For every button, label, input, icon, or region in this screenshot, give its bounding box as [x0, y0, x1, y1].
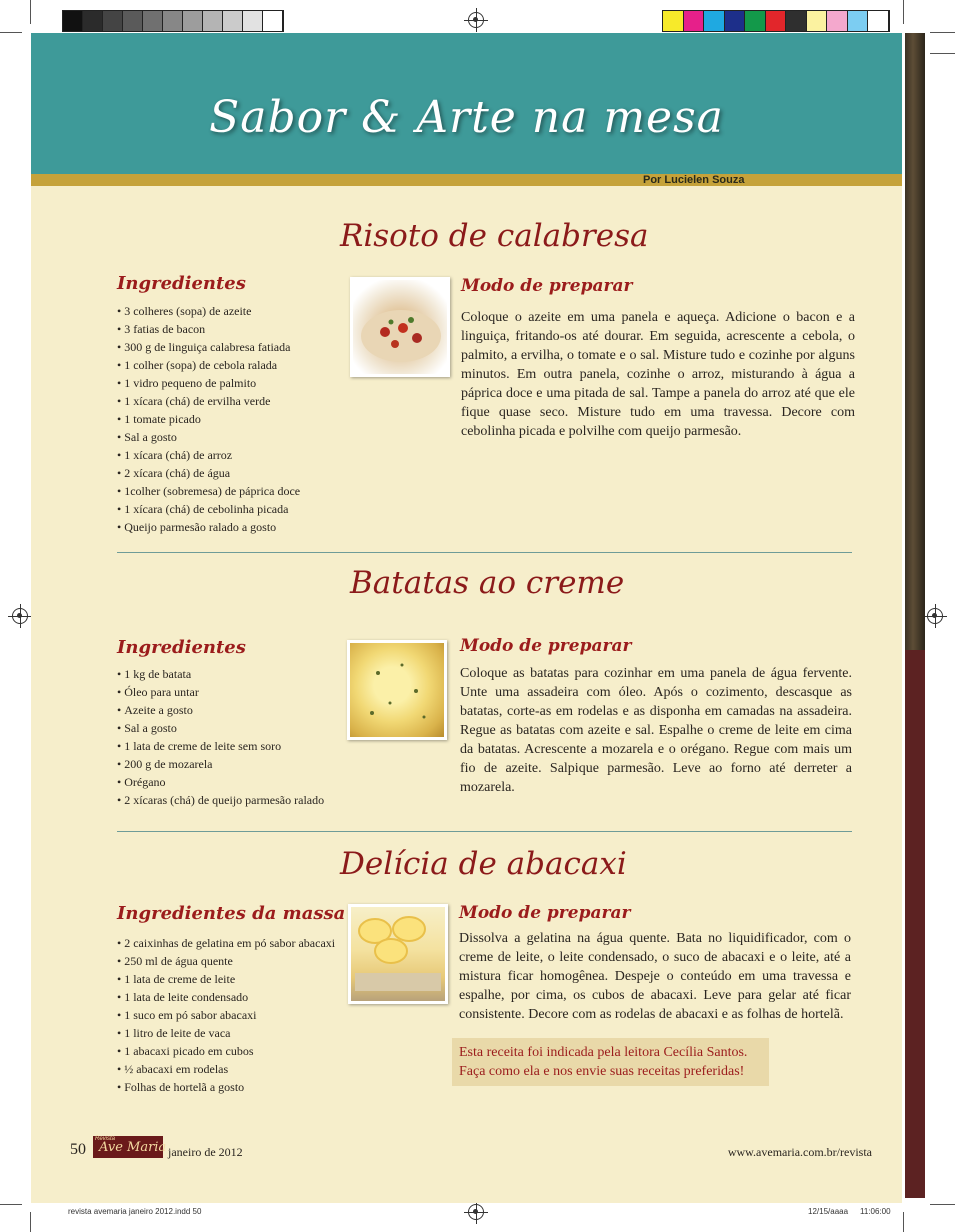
abacaxi-photo: [348, 904, 448, 1004]
registration-mark-right: [927, 608, 943, 624]
gray-swatch: [103, 11, 123, 31]
gray-swatch: [203, 11, 223, 31]
gray-swatch: [63, 11, 83, 31]
reader-note: [452, 1038, 769, 1086]
gray-swatch: [223, 11, 243, 31]
crop-mark: [30, 0, 31, 24]
magazine-logo: [93, 1136, 167, 1158]
gold-rule: [31, 174, 902, 186]
section-divider: [117, 552, 852, 553]
registration-mark-bottom: [468, 1204, 484, 1220]
batatas-photo: [347, 640, 447, 740]
ingredient-item: • 1 xícara (chá) de arroz: [117, 446, 300, 464]
ingredient-item: • Sal a gosto: [117, 428, 300, 446]
facing-page-edge-red: [905, 650, 925, 1198]
ingredients-heading: Ingredientes: [117, 637, 246, 658]
crop-mark: [930, 53, 955, 54]
gray-swatch: [123, 11, 143, 31]
ingredient-item: • 2 xícaras (chá) de queijo parmesão ralado: [117, 791, 324, 809]
risoto-photo-illustration: [353, 280, 447, 374]
crop-mark: [903, 0, 904, 24]
ingredients-list: [117, 934, 335, 1096]
color-swatch: [868, 11, 889, 31]
recipe-title-risoto: Risoto de calabresa: [340, 218, 649, 254]
ingredient-item: • 1 tomate picado: [117, 410, 300, 428]
ingredient-item: • Sal a gosto: [117, 719, 324, 737]
gray-swatch: [143, 11, 163, 31]
color-swatch: [827, 11, 848, 31]
logo-small-text: Revista: [95, 1136, 116, 1142]
ingredient-item: • 1 lata de creme de leite: [117, 970, 335, 988]
ingredient-item: • 1 lata de leite condensado: [117, 988, 335, 1006]
prep-text: Dissolva a gelatina na água quente. Bata no liquidificador, com o creme de leite, o leite condensado, o suco de abacaxi e o leite, até a mistura ficar homogênea. Despeje o conteúdo em uma travessa e espalhe, por cima, os cubos de abacaxi. Leve para gelar até ficar consistente. Decore com as rodelas de abacaxi e as folhas de hortelã.: [459, 931, 851, 1022]
ingredient-item: • Óleo para untar: [117, 683, 324, 701]
ingredient-item: • 3 fatias de bacon: [117, 320, 300, 338]
ingredient-item: • 1 colher (sopa) de cebola ralada: [117, 356, 300, 374]
prep-heading: Modo de preparar: [459, 903, 631, 923]
ingredient-item: • 3 colheres (sopa) de azeite: [117, 302, 300, 320]
ingredient-item: • 200 g de mozarela: [117, 755, 324, 773]
ingredient-item: • 1 abacaxi picado em cubos: [117, 1042, 335, 1060]
ingredient-item: • 1colher (sobremesa) de páprica doce: [117, 482, 300, 500]
slug-time: 11:06:00: [860, 1207, 891, 1216]
color-swatch: [848, 11, 869, 31]
crop-mark: [0, 32, 22, 33]
crop-mark: [930, 1204, 955, 1205]
gray-swatch: [163, 11, 183, 31]
slug-filename: revista avemaria janeiro 2012.indd 50: [68, 1207, 202, 1216]
ingredients-list: [117, 665, 324, 809]
crop-mark: [30, 1212, 31, 1232]
ingredients-heading: Ingredientes da massa: [117, 903, 346, 924]
crop-mark: [903, 1212, 904, 1232]
ingredient-item: • ½ abacaxi em rodelas: [117, 1060, 335, 1078]
ingredients-heading: Ingredientes: [117, 273, 246, 294]
ingredient-item: • 250 ml de água quente: [117, 952, 335, 970]
ingredient-item: • 1 suco em pó sabor abacaxi: [117, 1006, 335, 1024]
color-registration-bar: [662, 10, 890, 32]
page-title: Sabor & Arte na mesa: [209, 92, 724, 143]
abacaxi-photo-illustration: [351, 907, 445, 1001]
slug-date: 12/15/aaaa: [808, 1207, 849, 1216]
recipe-title-abacaxi: Delícia de abacaxi: [340, 846, 627, 882]
color-swatch: [684, 11, 705, 31]
color-swatch: [663, 11, 684, 31]
recipe-title-batatas: Batatas ao creme: [350, 565, 625, 601]
registration-mark-left: [12, 608, 28, 624]
page-number: 50: [70, 1141, 86, 1158]
grayscale-registration-bar: [62, 10, 284, 32]
prep-heading: Modo de preparar: [461, 276, 633, 296]
ingredient-item: • 1 vidro pequeno de palmito: [117, 374, 300, 392]
prep-heading: Modo de preparar: [460, 636, 632, 656]
ingredient-item: • Azeite a gosto: [117, 701, 324, 719]
reader-note-line1: Esta receita foi indicada pela leitora Cecília Santos.: [459, 1045, 748, 1060]
ingredient-item: • Orégano: [117, 773, 324, 791]
gray-swatch: [183, 11, 203, 31]
reader-note-line2: Faça como ela e nos envie suas receitas preferidas!: [459, 1064, 745, 1079]
color-swatch: [725, 11, 746, 31]
website-url: www.avemaria.com.br/revista: [727, 1145, 872, 1159]
color-swatch: [807, 11, 828, 31]
gray-swatch: [263, 11, 283, 31]
color-swatch: [745, 11, 766, 31]
ingredient-item: • 1 xícara (chá) de cebolinha picada: [117, 500, 300, 518]
prep-text: Coloque as batatas para cozinhar em uma panela de água fervente. Unte uma assadeira com óleo. Após o cozimento, descasque as batatas, corte-as em rodelas e as disponha em camadas na assadeira. Regue as batatas com azeite e sal. Espalhe o creme de leite em cima da batatas. Acrescente a mozarela e o orégano. Regue com mais um fio de azeite. Salpique parmesão. Leve ao forno até derreter a mozarela.: [460, 666, 852, 795]
ingredient-item: • 1 lata de creme de leite sem soro: [117, 737, 324, 755]
crop-mark: [0, 1204, 22, 1205]
prep-text: Coloque o azeite em uma panela e aqueça. Adicione o bacon e a linguiça, fritando-os até dourar. Em seguida, acrescente a cebola, o palmito, a ervilha, o tomate e o sal. Misture tudo e cozinhe por alguns minutos. Em outra panela, cozinhe o arroz, misturando à água a páprica doce e uma pitada de sal. Tampe a panela do arroz até que ele fique quase seco. Misture tudo em uma travessa. Decore com cebolinha picada e polvilhe com queijo parmesão.: [461, 310, 855, 439]
ingredient-item: • 300 g de linguiça calabresa fatiada: [117, 338, 300, 356]
gray-swatch: [243, 11, 263, 31]
ingredient-item: • 1 litro de leite de vaca: [117, 1024, 335, 1042]
ingredient-item: • Folhas de hortelã a gosto: [117, 1078, 335, 1096]
ingredient-item: • 1 kg de batata: [117, 665, 324, 683]
registration-mark-top: [468, 12, 484, 28]
ingredient-item: • Queijo parmesão ralado a gosto: [117, 518, 300, 536]
ingredients-list: [117, 302, 300, 536]
issue-date: janeiro de 2012: [168, 1145, 243, 1159]
ingredient-item: • 2 xícara (chá) de água: [117, 464, 300, 482]
risoto-photo: [350, 277, 450, 377]
color-swatch: [704, 11, 725, 31]
color-swatch: [786, 11, 807, 31]
gray-swatch: [83, 11, 103, 31]
crop-mark: [930, 32, 955, 33]
color-swatch: [766, 11, 787, 31]
logo-big-text: Ave Maria: [99, 1140, 167, 1155]
ingredient-item: • 2 caixinhas de gelatina em pó sabor abacaxi: [117, 934, 335, 952]
byline: Por Lucielen Souza: [643, 174, 745, 186]
section-divider: [117, 831, 852, 832]
ingredient-item: • 1 xícara (chá) de ervilha verde: [117, 392, 300, 410]
batatas-photo-illustration: [350, 643, 444, 737]
